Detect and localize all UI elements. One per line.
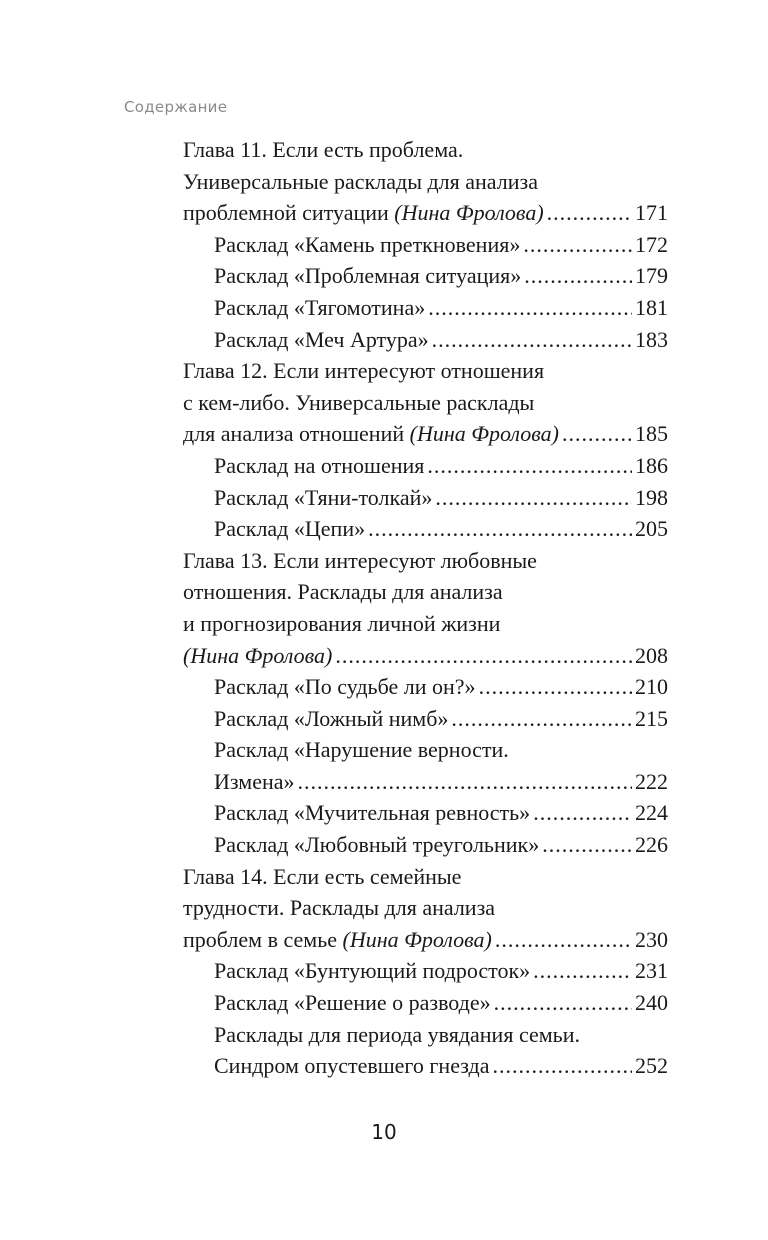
chapter-13-author: (Нина Фролова)	[183, 642, 333, 668]
chapter-11-author: (Нина Фролова)	[394, 200, 544, 226]
chapter-11-page: 171	[635, 200, 668, 226]
chapter-13-title-line-3: и прогнозирования личной жизни	[183, 610, 501, 636]
chapter-12-title-line-3[interactable]: для анализа отношений (Нина Фролова) ..... 185	[183, 418, 668, 450]
toc-entry-line-1[interactable]: Расклады для периода увядания семьи.	[214, 1021, 580, 1047]
page-number: 10	[371, 1120, 397, 1144]
chapter-14-title-line-3[interactable]: проблем в семье (Нина Фролова) ..... 230	[183, 924, 668, 956]
toc-entry-line-2[interactable]: Измена» ..... 222	[183, 766, 668, 798]
toc-entry[interactable]: Расклад «Бунтующий подросток» ..... 231	[183, 955, 668, 987]
chapter-11-title-line-1: Глава 11. Если есть проблема.	[183, 137, 464, 162]
toc-entry[interactable]: Расклад «Цепи» ..... 205	[183, 513, 668, 545]
leader-dots	[335, 640, 632, 672]
toc-entry[interactable]: Расклад «Меч Артура» ..... 183	[183, 324, 668, 356]
toc-entry[interactable]: Расклад «Решение о разводе» ..... 240	[183, 987, 668, 1019]
chapter-11-title-line-3[interactable]: проблемной ситуации (Нина Фролова) ..... 171	[183, 197, 668, 229]
chapter-12-page: 185	[635, 421, 668, 447]
leader-dots	[495, 924, 632, 956]
toc-entry[interactable]: Расклад «Тяни-толкай» ..... 198	[183, 482, 668, 514]
table-of-contents	[183, 134, 668, 1082]
chapter-14-author: (Нина Фролова)	[342, 926, 492, 952]
chapter-14-title-line-1: Глава 14. Если есть семейные	[183, 863, 462, 889]
toc-entry[interactable]: Расклад «По судьбе ли он?» ..... 210	[183, 671, 668, 703]
toc-entry[interactable]: Расклад «Проблемная ситуация» ..... 179	[183, 260, 668, 292]
chapter-13-author-line[interactable]	[183, 640, 668, 672]
chapter-11-title-line-2: Универсальные расклады для анализа	[183, 168, 538, 194]
leader-dots	[562, 418, 632, 450]
chapter-14-page: 230	[635, 926, 668, 952]
chapter-13-page: 208	[635, 642, 668, 668]
chapter-14-title-line-2: трудности. Расклады для анализа	[183, 895, 496, 921]
toc-entry[interactable]: Расклад «Любовный треугольник» ..... 226	[183, 829, 668, 861]
toc-entry[interactable]: Расклад «Камень преткновения» ..... 172	[183, 229, 668, 261]
toc-entry[interactable]: Расклад «Тягомотина» ..... 181	[183, 292, 668, 324]
toc-entry[interactable]: Расклад на отношения ..... 186	[183, 450, 668, 482]
chapter-12-title-line-1: Глава 12. Если интересуют отношения	[183, 358, 545, 384]
toc-entry-line-2[interactable]: Синдром опустевшего гнезда ..... 252	[183, 1050, 668, 1082]
toc-entry[interactable]: Расклад «Ложный нимб» ..... 215	[183, 703, 668, 735]
chapter-12-author: (Нина Фролова)	[409, 421, 559, 447]
chapter-13-title-line-1: Глава 13. Если интересуют любовные	[183, 547, 537, 573]
leader-dots	[547, 197, 632, 229]
toc-entry[interactable]: Расклад «Мучительная ревность» ..... 224	[183, 797, 668, 829]
chapter-12-title-line-2: с кем-либо. Универсальные расклады	[183, 389, 535, 415]
toc-entry-line-1[interactable]: Расклад «Нарушение верности.	[214, 737, 509, 763]
running-header: Содержание	[124, 98, 228, 116]
chapter-13-title-line-2: отношения. Расклады для анализа	[183, 579, 503, 605]
